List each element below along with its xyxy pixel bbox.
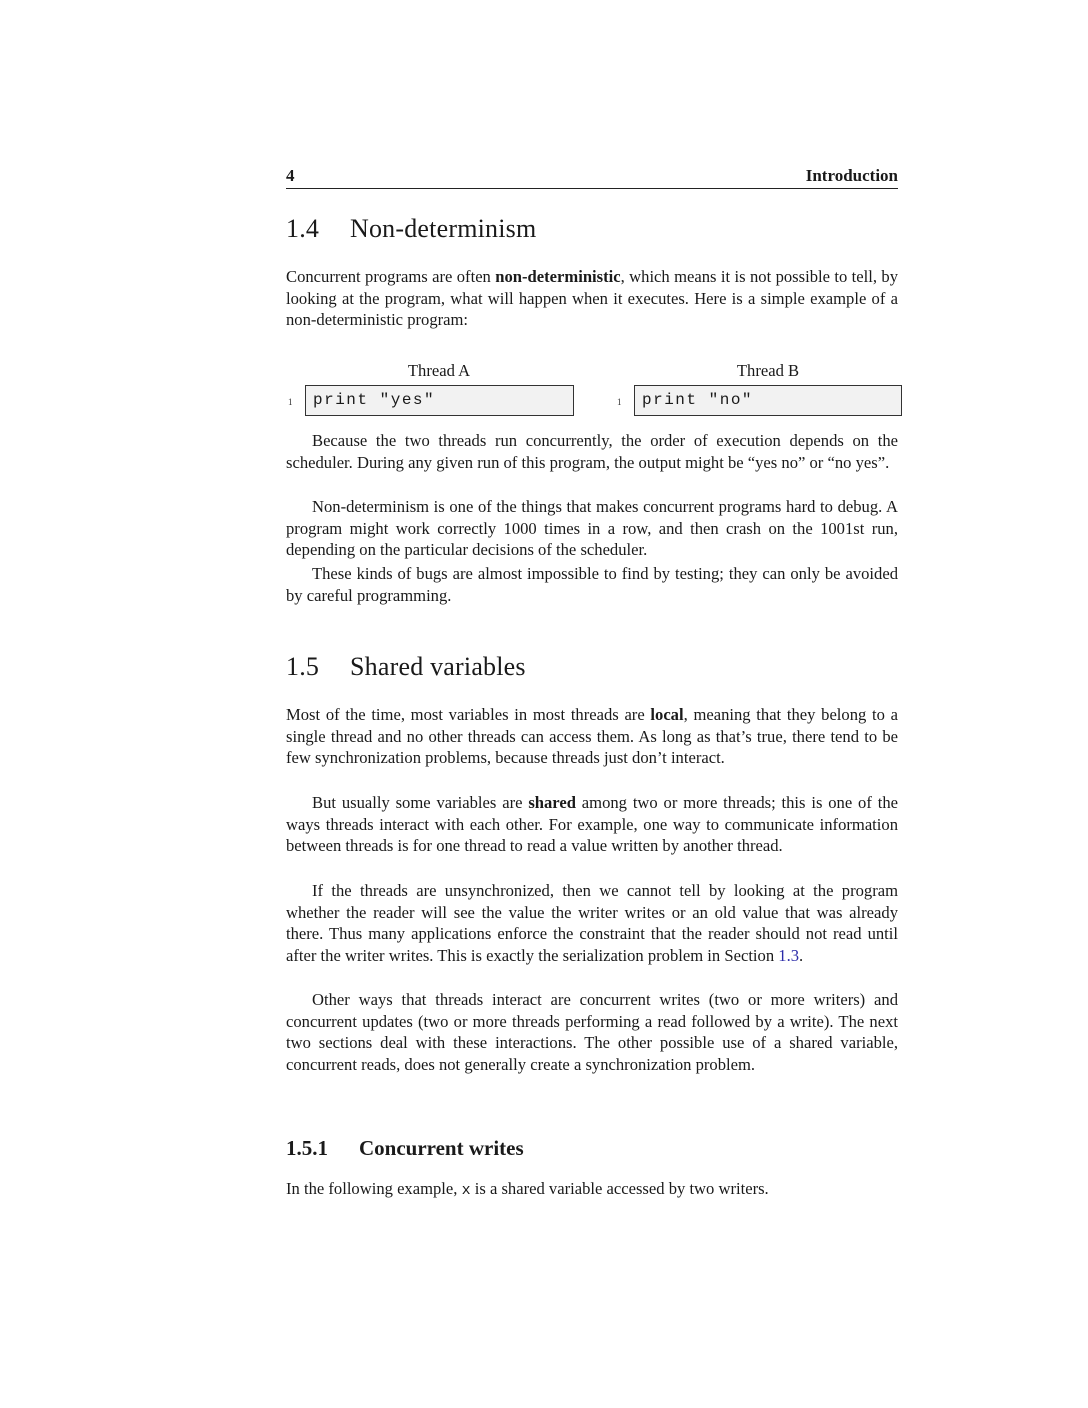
section-link[interactable]: 1.3 [778,945,800,965]
text: But usually some variables are [312,793,529,812]
text: , meaning that they belong to a single thread and no other threads can access them. As long as that’s true, there tend to be few synchronization problems, because threads just don’t interact. [286,705,898,767]
chapter-title: Introduction [805,166,898,185]
thread-a-code: print "yes" [305,385,574,416]
paragraph: These kinds of bugs are almost impossible to find by testing; they can only be avoided by careful programming. [286,564,898,605]
paragraph: Other ways that threads interact are concurrent writes (two or more writers) and concurrent updates (two or more threads performing a read followed by a write). The next two sections deal with these interactions. The other possible use of a shared variable, concurrent reads, does not generally create a synchronization problem. [286,990,898,1074]
section-number: 1.4 [286,214,320,243]
text: If the threads are unsynchronized, then we cannot tell by looking at the program whether the reader will see the value the writer writes or an old value that was already there. Thus many applications enforce the constraint that the reader should not read until after the writer writes. This is exactly the serialization problem in Section [286,881,898,965]
paragraph [286,792,898,857]
bold-term: shared [528,793,576,812]
text: , which means it is not possible to tell, by looking at the program, what will happen when it executes. Here is a simple example of a non-deterministic program: [286,267,898,329]
section-title: Concurrent writes [359,1136,524,1160]
paragraph [286,1178,898,1202]
text: . [799,945,804,965]
thread-b-code: print "no" [634,385,902,416]
section-number: 1.5.1 [286,1136,328,1160]
section-title: Shared variables [350,652,526,681]
page-number: 4 [286,166,295,185]
paragraph-intro [286,266,898,331]
subsection-heading-1-5-1 [286,1136,524,1161]
paragraph: Non-determinism is one of the things that makes concurrent programs hard to debug. A program might work correctly 1000 times in a row, and then crash on the 1001st run, depending on the particular decisions of the scheduler. [286,497,898,559]
inline-code: x [461,1182,471,1199]
section-heading-1-5 [286,652,526,682]
thread-b-label: Thread B [736,361,800,380]
paragraph: Because the two threads run concurrently, the order of execution depends on the scheduler. During any given run of this program, the output might be “yes no” or “no yes”. [286,431,898,472]
paragraph [286,880,898,966]
paragraph [286,704,898,769]
section-number: 1.5 [286,652,320,681]
bold-term: local [650,705,684,724]
text: Most of the time, most variables in most threads are [286,705,651,724]
line-number: 1 [617,397,622,407]
running-header [286,166,898,189]
text: Concurrent programs are often [286,267,496,286]
text: is a shared variable accessed by two writers. [470,1179,769,1198]
text: In the following example, [286,1179,462,1198]
thread-a-label: Thread A [407,361,471,380]
text: among two or more threads; this is one of the ways threads interact with each other. For example, one way to communicate information between threads is for one thread to read a value written by another thread. [286,793,898,855]
bold-term: non-deterministic [495,267,621,286]
section-title: Non-determinism [350,214,537,243]
section-heading-1-4 [286,214,536,244]
line-number: 1 [288,397,293,407]
